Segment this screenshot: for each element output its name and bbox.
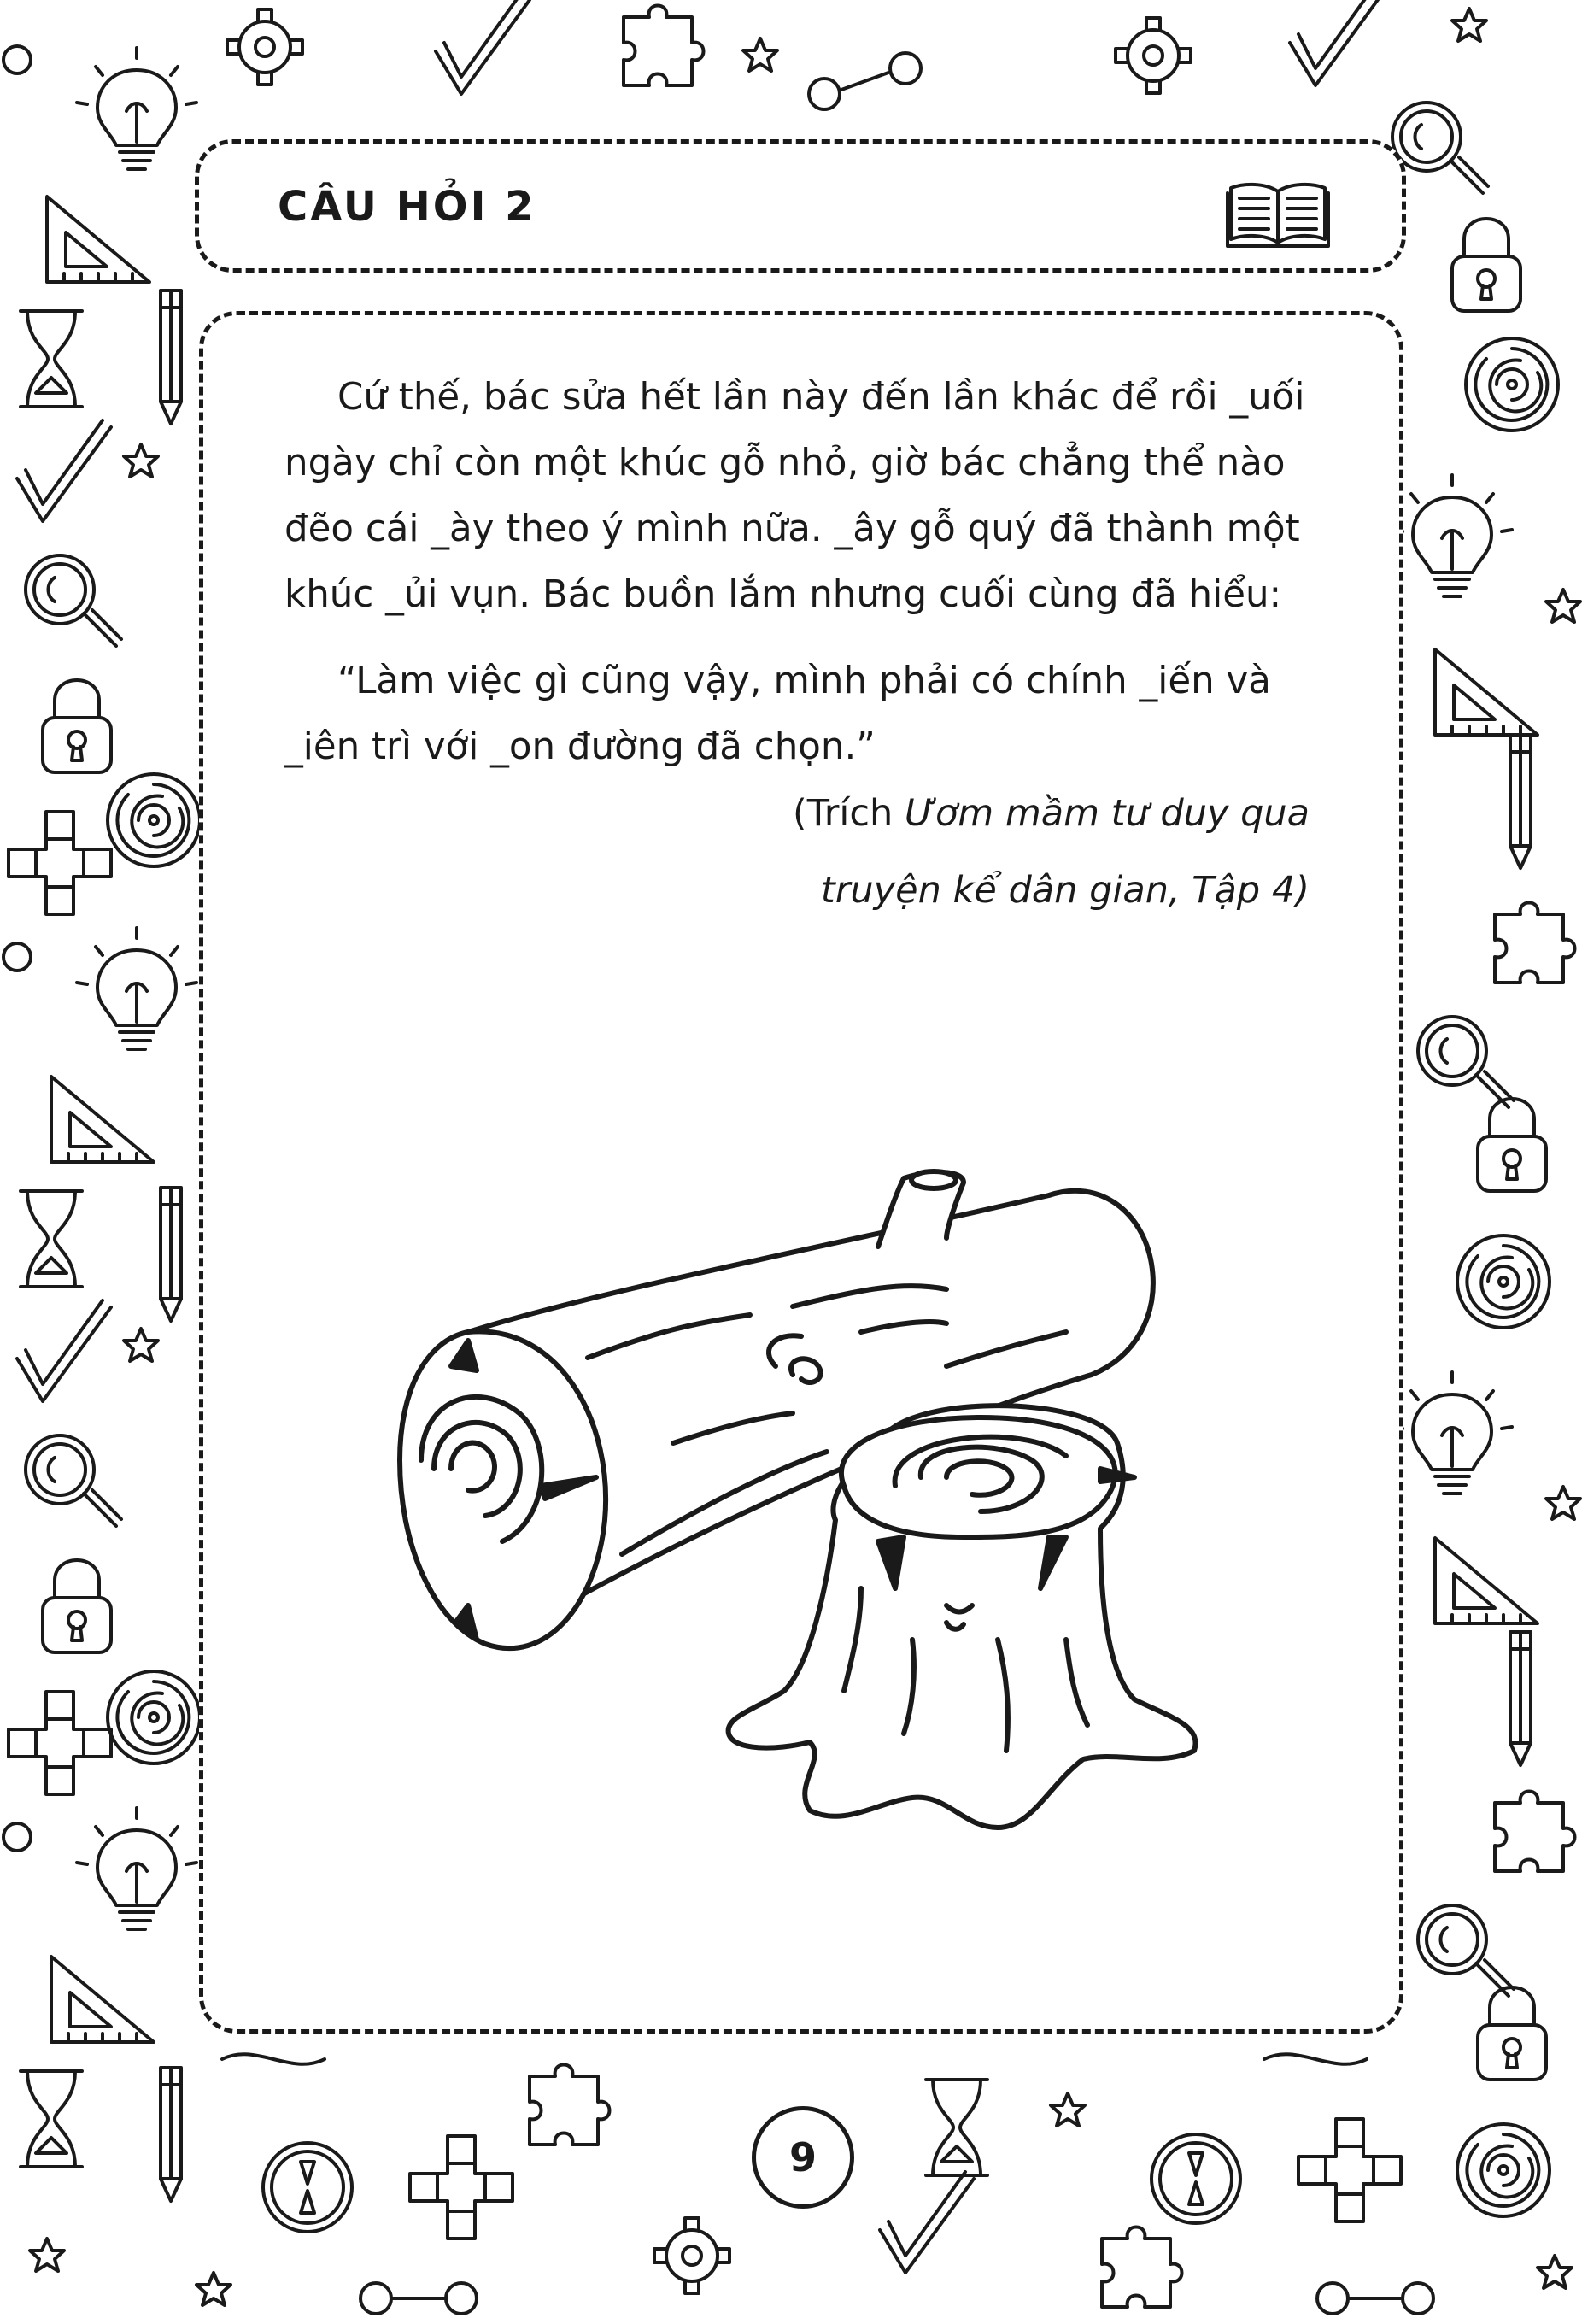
lock-icon	[43, 1560, 111, 1652]
star-icon	[30, 2239, 64, 2271]
triangle-ruler-icon	[1435, 649, 1538, 735]
question-header	[195, 139, 1406, 273]
lock-icon	[1478, 1099, 1546, 1191]
star-icon	[196, 2273, 231, 2305]
maze-icon	[1457, 2124, 1550, 2216]
maze-icon	[1457, 1235, 1550, 1328]
page-number-badge	[752, 2106, 854, 2209]
magnifier-icon	[26, 555, 121, 646]
star-icon	[1546, 1487, 1580, 1519]
log-illustration	[349, 1161, 1314, 1845]
pencil-icon	[1510, 1632, 1531, 1765]
lightbulb-icon	[77, 1808, 196, 1929]
hourglass-icon	[21, 311, 82, 407]
pencil-icon	[161, 290, 181, 424]
story-paragraph-2: “Làm việc gì cũng vậy, mình phải có chính _iến và _iên trì với _on đường đã chọn.”	[284, 660, 1271, 768]
page-title: CÂU HỎI 2	[278, 183, 536, 231]
hourglass-icon	[21, 1191, 82, 1287]
crossword-icon	[1298, 2119, 1401, 2221]
story-card	[199, 311, 1403, 2034]
lock-icon	[1478, 1987, 1546, 2080]
checkmark-icon	[436, 0, 530, 94]
source-citation-line-2	[821, 869, 1310, 912]
lightbulb-icon	[1392, 1372, 1512, 1494]
star-icon	[1546, 590, 1580, 622]
checkmark-icon	[17, 420, 111, 521]
maze-icon	[1466, 338, 1558, 431]
checkmark-icon	[880, 2172, 974, 2273]
puzzle-icon	[1495, 903, 1575, 983]
lock-icon	[1452, 219, 1520, 311]
crossword-icon	[410, 2136, 513, 2239]
puzzle-icon	[1495, 1792, 1575, 1872]
lightbulb-icon	[77, 928, 196, 1049]
maze-icon	[108, 1671, 200, 1764]
book-icon	[1224, 176, 1332, 248]
source-citation-line-1	[793, 792, 1310, 835]
magnifier-icon	[1392, 103, 1488, 193]
puzzle-icon	[624, 6, 704, 86]
star-icon	[743, 38, 777, 71]
pencil-icon	[161, 2068, 181, 2201]
puzzle-icon	[1102, 2227, 1182, 2308]
source-prefix: (Trích	[793, 792, 905, 835]
puzzle-icon	[530, 2065, 610, 2145]
maze-icon	[108, 774, 200, 866]
crossword-icon	[9, 1692, 111, 1794]
triangle-ruler-icon	[51, 1077, 154, 1162]
page-number: 9	[788, 2134, 817, 2180]
star-icon	[1538, 2256, 1572, 2288]
compass-icon	[263, 2143, 352, 2232]
crossword-icon	[9, 812, 111, 914]
lightbulb-icon	[1392, 475, 1512, 596]
checkmark-icon	[17, 1300, 111, 1401]
compass-icon	[1151, 2134, 1240, 2223]
source-book-title: Ươm mầm tư duy qua	[904, 792, 1310, 835]
gear-icon	[227, 9, 302, 85]
lightbulb-icon	[77, 48, 196, 169]
triangle-ruler-icon	[1435, 1538, 1538, 1623]
magnifier-icon	[1418, 1905, 1514, 1996]
pencil-icon	[1510, 735, 1531, 868]
lock-icon	[43, 680, 111, 772]
magnifier-icon	[26, 1435, 121, 1526]
gear-icon	[1116, 18, 1191, 93]
star-icon	[124, 444, 158, 477]
star-icon	[124, 1329, 158, 1361]
triangle-ruler-icon	[51, 1957, 154, 2042]
story-paragraph-1: Cứ thế, bác sửa hết lần này đến lần khác để rồi _uối ngày chỉ còn một khúc gỗ nhỏ, giờ bác chẳng thể nào đẽo cái _ày theo ý mình nữa. _ây gỗ quý đã thành một khúc _ủi vụn. Bác buồn lắm nhưng cuối cùng đã hiểu:	[284, 376, 1305, 616]
star-icon	[1452, 9, 1486, 41]
gear-icon	[654, 2218, 729, 2293]
hourglass-icon	[21, 2071, 82, 2167]
hourglass-icon	[926, 2080, 987, 2175]
source-volume: Tập 4)	[1192, 869, 1310, 912]
star-icon	[1051, 2093, 1085, 2126]
source-book-title-cont: truyện kể dân gian,	[820, 869, 1192, 912]
pencil-icon	[161, 1188, 181, 1321]
triangle-ruler-icon	[47, 197, 149, 282]
magnifier-icon	[1418, 1017, 1514, 1107]
checkmark-icon	[1290, 0, 1384, 85]
